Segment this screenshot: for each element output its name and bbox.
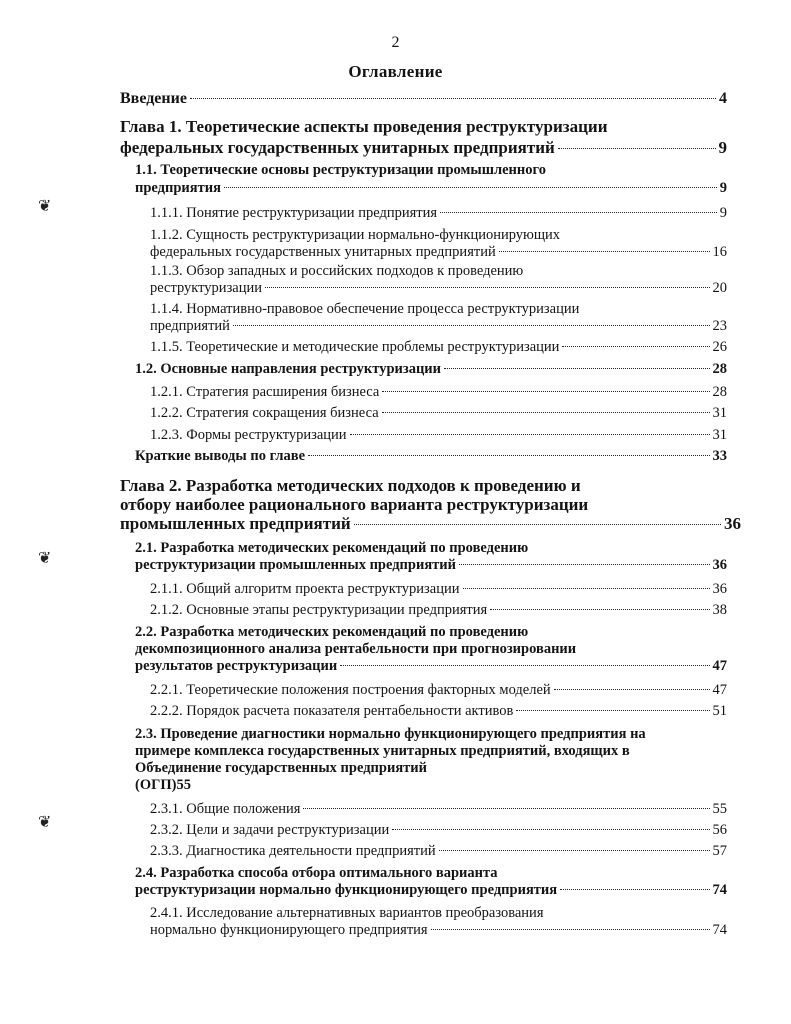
toc-page-number: 9 bbox=[719, 205, 727, 221]
dot-leader bbox=[554, 689, 710, 690]
toc-entry-text: 1.2. Основные направления реструктуризации bbox=[135, 361, 442, 377]
toc-entry-text: 2.2.2. Порядок расчета показателя рентабельности активов bbox=[150, 703, 514, 719]
toc-entry-text: Глава 2. Разработка методических подходов к проведению и bbox=[120, 476, 581, 495]
toc-entry-text: 2.3.1. Общие положения bbox=[150, 801, 301, 817]
toc-title: Оглавление bbox=[348, 62, 443, 81]
toc-entry-text: 2.3.2. Цели и задачи реструктуризации bbox=[150, 822, 390, 838]
toc-page-number: 33 bbox=[712, 448, 727, 464]
toc-page-number: 31 bbox=[712, 405, 727, 421]
dot-leader bbox=[440, 212, 717, 213]
toc-entry-text: реструктуризации bbox=[150, 280, 263, 296]
toc-entry-text: предприятий bbox=[150, 318, 230, 334]
dot-leader bbox=[560, 889, 709, 890]
dot-leader bbox=[562, 346, 709, 347]
toc-entry-text: промышленных предприятий bbox=[120, 514, 351, 533]
toc-entry-text: 2.3.3. Диагностика деятельности предприятий bbox=[150, 843, 436, 859]
toc-entry-text: 2.4.1. Исследование альтернативных вариантов преобразования bbox=[150, 905, 544, 921]
dot-leader bbox=[354, 524, 721, 525]
dot-leader bbox=[224, 187, 717, 188]
toc-page-number: 74 bbox=[712, 922, 727, 938]
margin-mark: ❦ bbox=[38, 198, 52, 215]
toc-entry-text: 1.2.3. Формы реструктуризации bbox=[150, 427, 347, 443]
dot-leader bbox=[431, 929, 710, 930]
toc-entry-text: 1.1.3. Обзор западных и российских подходов к проведению bbox=[150, 263, 524, 279]
toc-page-number: 56 bbox=[712, 822, 727, 838]
toc-page-number: 38 bbox=[712, 602, 727, 618]
toc-page-number: 36 bbox=[724, 514, 741, 533]
toc-entry-text: примере комплекса государственных унитарных предприятий, входящих в bbox=[135, 743, 630, 759]
toc-entry-text: отбору наиболее рационального варианта реструктуризации bbox=[120, 495, 589, 514]
dot-leader bbox=[340, 665, 709, 666]
toc-entry-text: реструктуризации промышленных предприятий bbox=[135, 557, 457, 573]
dot-leader bbox=[233, 325, 710, 326]
toc-entry-text: предприятия bbox=[135, 180, 221, 196]
toc-page-number: 9 bbox=[718, 138, 727, 157]
dot-leader bbox=[558, 148, 716, 149]
toc-entry-text: Глава 1. Теоретические аспекты проведения реструктуризации bbox=[120, 117, 608, 136]
dot-leader bbox=[516, 710, 709, 711]
toc-entry-text: федеральных государственных унитарных предприятий bbox=[120, 138, 555, 157]
toc-entry-text: 2.3. Проведение диагностики нормально функционирующего предприятия на bbox=[135, 726, 646, 742]
dot-leader bbox=[459, 564, 709, 565]
toc-page-number: 51 bbox=[712, 703, 727, 719]
toc-entry-text: 2.2.1. Теоретические положения построения факторных моделей bbox=[150, 682, 551, 698]
toc-entry-text: 2.2. Разработка методических рекомендаций по проведению bbox=[135, 624, 529, 640]
toc-entry-text: 1.2.1. Стратегия расширения бизнеса bbox=[150, 384, 380, 400]
toc-page-number: 36 bbox=[712, 581, 727, 597]
toc-page-number: 20 bbox=[712, 280, 727, 296]
toc-page-number: 28 bbox=[712, 361, 727, 377]
toc-entry-text: нормально функционирующего предприятия bbox=[150, 922, 428, 938]
toc-entry-text: 1.1.2. Сущность реструктуризации нормально-функционирующих bbox=[150, 227, 561, 243]
toc-entry-text: 1.1.4. Нормативно-правовое обеспечение процесса реструктуризации bbox=[150, 301, 580, 317]
dot-leader bbox=[190, 98, 716, 99]
dot-leader bbox=[350, 434, 710, 435]
toc-page-number: 36 bbox=[712, 557, 727, 573]
toc-entry-text: декомпозиционного анализа рентабельности при прогнозировании bbox=[135, 641, 577, 657]
toc-entry-text: 1.1.1. Понятие реструктуризации предприятия bbox=[150, 205, 438, 221]
margin-mark: ❦ bbox=[38, 814, 52, 831]
toc-entry-text: Объединение государственных предприятий bbox=[135, 760, 427, 776]
toc-entry-text: результатов реструктуризации bbox=[135, 658, 338, 674]
margin-mark: ❦ bbox=[38, 550, 52, 567]
toc-page-number: 74 bbox=[712, 882, 727, 898]
toc-entry-text: (ОГП)55 bbox=[135, 777, 191, 793]
toc-page-number: 16 bbox=[712, 244, 727, 260]
dot-leader bbox=[439, 850, 710, 851]
toc-entry-text: 1.1.5. Теоретические и методические проблемы реструктуризации bbox=[150, 339, 560, 355]
toc-page-number: 57 bbox=[712, 843, 727, 859]
toc-page-number: 28 bbox=[712, 384, 727, 400]
dot-leader bbox=[392, 829, 709, 830]
toc-entry-text: Введение bbox=[120, 90, 187, 107]
toc-entry-text: 2.1. Разработка методических рекомендаций по проведению bbox=[135, 540, 529, 556]
toc-entry-text: Краткие выводы по главе bbox=[135, 448, 306, 464]
toc-page-number: 47 bbox=[712, 658, 727, 674]
dot-leader bbox=[308, 455, 709, 456]
dot-leader bbox=[303, 808, 709, 809]
dot-leader bbox=[499, 251, 710, 252]
dot-leader bbox=[382, 391, 709, 392]
dot-leader bbox=[444, 368, 709, 369]
page-number: 2 bbox=[391, 34, 400, 51]
toc-page-number: 31 bbox=[712, 427, 727, 443]
toc-page-number: 9 bbox=[719, 180, 727, 196]
toc-page-number: 23 bbox=[712, 318, 727, 334]
dot-leader bbox=[265, 287, 709, 288]
dot-leader bbox=[463, 588, 710, 589]
toc-entry-text: 2.1.1. Общий алгоритм проекта реструктуризации bbox=[150, 581, 460, 597]
toc-page-number: 4 bbox=[719, 90, 727, 107]
toc-entry-text: 2.4. Разработка способа отбора оптимального варианта bbox=[135, 865, 498, 881]
dot-leader bbox=[490, 609, 709, 610]
toc-entry-text: реструктуризации нормально функционирующего предприятия bbox=[135, 882, 558, 898]
dot-leader bbox=[382, 412, 710, 413]
toc-page-number: 55 bbox=[712, 801, 727, 817]
toc-entry-text: 2.1.2. Основные этапы реструктуризации предприятия bbox=[150, 602, 488, 618]
toc-entry-text: 1.2.2. Стратегия сокращения бизнеса bbox=[150, 405, 379, 421]
toc-page-number: 47 bbox=[712, 682, 727, 698]
toc-entry-text: федеральных государственных унитарных предприятий bbox=[150, 244, 496, 260]
toc-entry-text: 1.1. Теоретические основы реструктуризации промышленного bbox=[135, 162, 546, 178]
toc-page-number: 26 bbox=[712, 339, 727, 355]
